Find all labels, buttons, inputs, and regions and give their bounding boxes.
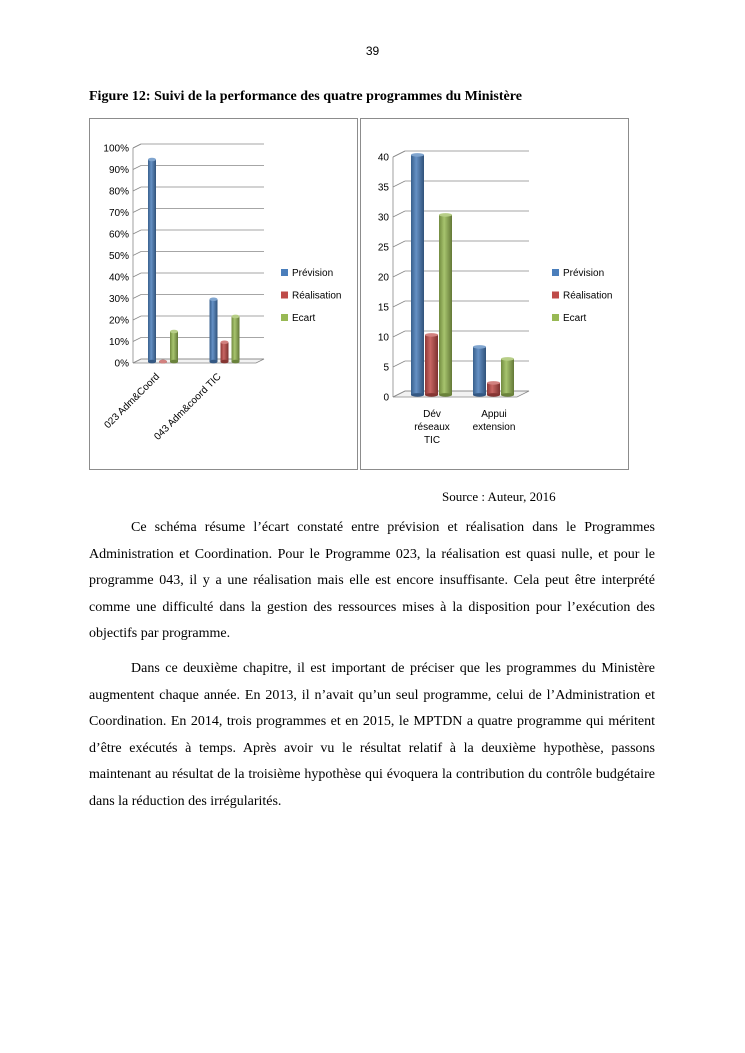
bar-cap [232,315,240,319]
y-tick-label: 15 [377,302,389,314]
bar-base [210,360,218,364]
bar-prevision [473,345,486,397]
bar-body [221,342,229,361]
bar-realisation [425,333,438,397]
gridline-depth [133,316,141,320]
y-tick-label: 50% [108,251,129,262]
bar-base [439,393,452,397]
chart-percentage-performance [89,118,358,470]
bar-cap [159,360,167,364]
y-tick-label: 30 [377,212,389,224]
chart-percentage-svg [90,119,359,471]
y-tick-label: 20% [108,315,129,327]
bar-base [232,360,240,364]
bar-cap [221,340,229,344]
gridline-depth [133,295,141,299]
bar-realisation [159,360,167,364]
y-tick-label: 10 [377,332,389,344]
figure-source: Source : Auteur, 2016 [442,489,556,504]
y-tick-label: 60% [108,229,129,241]
legend-swatch [281,314,288,321]
bar-body [439,215,452,395]
bar-base [411,393,424,397]
gridline-depth [393,151,405,157]
legend-label: Réalisation [563,290,613,302]
x-category-label: 043 Adm&coord TIC [152,371,224,443]
paragraph-1-text: Ce schéma résume l’écart constaté entre prévision et réalisation dans le Programmes Administration et Coordination. Pour le Programme 023, la réalisation est quasi nulle, et pour le programme 043, il y a une réalisation mais elle est encore insuffisante. Cela peut être interprété comme une difficulté dans la gestion des ressources mises à la disposition pour l’exécution des objectifs par programme. [89,520,655,641]
bar-realisation [487,381,500,397]
gridline-depth [133,187,141,191]
legend-label: Réalisation [292,290,342,302]
bar-ecart [439,213,452,397]
bar-cap [425,333,438,337]
bar-base [221,360,229,364]
legend-label: Ecart [563,313,587,324]
legend-swatch [552,269,559,276]
gridline-depth [133,230,141,234]
chart-count-performance [360,118,629,470]
bar-body [232,316,240,361]
bar-cap [501,357,514,361]
bar-base [148,360,156,364]
bar-cap [411,153,424,157]
legend-swatch [552,314,559,321]
bar-prevision [411,153,424,397]
gridline-depth [393,271,405,277]
bar-body [148,160,156,362]
bar-base [473,393,486,397]
legend-label: Prévision [563,268,605,279]
y-tick-label: 40 [377,152,389,164]
bar-body [473,347,486,395]
legend-swatch [281,269,288,276]
bar-prevision [148,158,156,364]
bar-cap [210,297,218,301]
y-tick-label: 35 [377,182,389,194]
paragraph-2-text: Dans ce deuxième chapitre, il est important de préciser que les programmes du Ministère augmentent chaque année. En 2013, il n’avait qu’un seul programme, celui de l’Administration et Coordination. En 2014, trois programmes et en 2015, le MPTDN a quatre programme qui méritent d’être exécutés à temps. Après avoir vu le résultat relatif à la deuxième hypothèse, passons maintenant au résultat de la troisième hypothèse qui évoquera la contribution du contrôle budgétaire dans la réduction des irrégularités. [89,661,655,809]
gridline-depth [133,252,141,256]
gridline-depth [133,166,141,170]
y-tick-label: 40% [108,272,129,284]
page-number: 39 [365,44,380,58]
bar-cap [439,213,452,217]
y-tick-label: 80% [108,186,129,198]
bar-realisation [221,340,229,363]
legend-label: Ecart [292,313,316,324]
bar-ecart [232,315,240,364]
gridline-depth [393,331,405,337]
bar-base [170,360,178,364]
bar-base [425,393,438,397]
bar-ecart [170,330,178,364]
bar-body [210,299,218,361]
bar-body [501,359,514,395]
legend-swatch [552,292,559,299]
legend-label: Prévision [292,268,334,279]
paragraph-1 [89,515,655,648]
x-category-label [414,409,450,446]
x-category-line: réseaux [414,422,450,433]
bar-cap [148,158,156,162]
gridline-depth [393,211,405,217]
y-tick-label: 30% [108,294,129,305]
x-category-line: Dév [423,409,441,420]
bar-cap [473,345,486,349]
gridline-depth [133,338,141,342]
y-tick-label: 25 [377,242,389,254]
gridline-depth [393,181,405,187]
paragraph-2 [89,656,655,815]
bar-body [170,332,178,362]
y-tick-label: 100% [103,143,129,155]
chart-count-svg [361,119,630,471]
bar-base [487,393,500,397]
gridline-depth [133,144,141,148]
bar-ecart [501,357,514,397]
bar-base [501,393,514,397]
x-category-label: 023 Adm&Coord [102,371,163,432]
gridline-depth [393,361,405,367]
y-tick-label: 70% [108,208,129,219]
gridline-depth [133,273,141,277]
y-tick-label: 20 [377,272,389,284]
gridline-depth [393,301,405,307]
y-tick-label: 0% [114,358,129,370]
x-category-label [473,409,516,433]
y-tick-label: 90% [108,165,129,176]
x-category-line: TIC [423,435,441,446]
bar-cap [170,330,178,334]
x-category-line: extension [472,422,516,433]
x-category-line: Appui [481,409,507,420]
y-tick-label: 5 [383,362,389,374]
bar-body [425,335,438,395]
bar-prevision [210,297,218,363]
legend-swatch [281,292,288,299]
y-tick-label: 0 [383,392,389,404]
gridline-depth [133,209,141,213]
gridline-depth [393,241,405,247]
y-tick-label: 10% [108,337,129,348]
bar-cap [487,381,500,385]
bar-body [411,155,424,395]
figure-title: Figure 12: Suivi de la performance des quatre programmes du Ministère [89,89,522,104]
